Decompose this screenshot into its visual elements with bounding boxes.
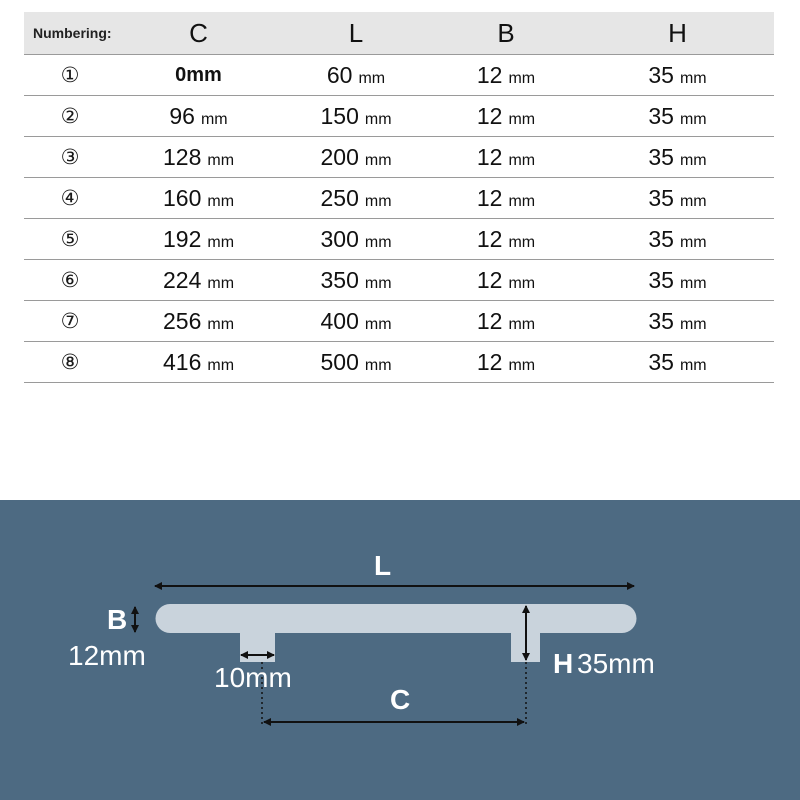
cell-h — [581, 342, 774, 383]
cell-value: 12 — [476, 61, 503, 88]
row-number: ⑤ — [24, 219, 116, 260]
table-header-row — [24, 12, 774, 55]
cell-value: 35 — [648, 225, 674, 252]
row-number: ⑥ — [24, 260, 116, 301]
cell-unit: mm — [364, 192, 392, 210]
cell-l — [281, 219, 431, 260]
table-row — [24, 96, 774, 137]
cell-c — [116, 178, 281, 219]
cell-value: 12 — [476, 348, 503, 375]
cell-h — [581, 96, 774, 137]
cell-value: 35 — [648, 143, 674, 170]
cell-unit: mm — [508, 274, 536, 292]
cell-unit: mm — [207, 151, 235, 169]
table-row — [24, 178, 774, 219]
cell-h — [581, 260, 774, 301]
label-h-value: 35mm — [577, 648, 655, 679]
cell-unit: mm — [679, 192, 707, 210]
table-row — [24, 342, 774, 383]
cell-c — [116, 301, 281, 342]
cell-unit: mm — [679, 356, 707, 374]
label-h: H — [553, 648, 574, 679]
cell-value: 12 — [476, 143, 503, 170]
cell-value: 35 — [648, 102, 674, 129]
cell-l — [281, 260, 431, 301]
cell-unit: mm — [679, 110, 707, 128]
cell-unit: mm — [364, 233, 392, 251]
cell-unit: mm — [207, 315, 235, 333]
cell-unit: mm — [207, 274, 235, 292]
cell-b — [431, 137, 581, 178]
cell-b — [431, 219, 581, 260]
spec-table — [24, 12, 774, 383]
cell-value: 350 — [320, 266, 359, 293]
cell-h — [581, 301, 774, 342]
cell-unit: mm — [364, 356, 392, 374]
cell-c — [116, 342, 281, 383]
cell-b — [431, 96, 581, 137]
cell-h — [581, 137, 774, 178]
cell-unit: mm — [508, 233, 536, 251]
cell-unit: mm — [364, 151, 392, 169]
cell-value: 35 — [648, 61, 674, 88]
cell-l — [281, 55, 431, 96]
cell-unit: mm — [364, 315, 392, 333]
cell-unit: mm — [200, 110, 228, 128]
col-header-l: L — [281, 12, 431, 55]
cell-b — [431, 342, 581, 383]
cell-c — [116, 96, 281, 137]
cell-unit: mm — [679, 233, 707, 251]
cell-value: 128 — [162, 143, 202, 170]
cell-l — [281, 178, 431, 219]
cell-value: 300 — [320, 225, 359, 252]
cell-unit: mm — [364, 274, 392, 292]
cell-l — [281, 301, 431, 342]
col-header-b: B — [431, 12, 581, 55]
cell-value: 160 — [162, 184, 202, 211]
table-row — [24, 55, 774, 96]
cell-value: 35 — [648, 307, 674, 334]
cell-c — [116, 260, 281, 301]
cell-unit: mm — [207, 356, 235, 374]
row-number: ① — [24, 55, 116, 96]
cell-l — [281, 137, 431, 178]
cell-value: 12 — [476, 184, 503, 211]
cell-value: 500 — [320, 348, 359, 375]
row-number: ③ — [24, 137, 116, 178]
cell-value: 60 — [326, 61, 353, 88]
cell-value: 35 — [648, 348, 674, 375]
table-row — [24, 219, 774, 260]
cell-b — [431, 260, 581, 301]
cell-value: 12 — [476, 225, 503, 252]
numbering-header: Numbering: — [24, 12, 116, 55]
cell-value: 12 — [476, 102, 503, 129]
cell-b — [431, 301, 581, 342]
cell-unit: mm — [207, 192, 235, 210]
label-b-value: 12mm — [68, 640, 146, 671]
cell-unit: mm — [508, 356, 536, 374]
cell-unit: mm — [679, 69, 707, 87]
row-number: ④ — [24, 178, 116, 219]
cell-value: 35 — [648, 184, 674, 211]
cell-value: 96 — [169, 102, 195, 129]
cell-b — [431, 178, 581, 219]
cell-h — [581, 219, 774, 260]
row-number: ⑦ — [24, 301, 116, 342]
col-header-c: C — [116, 12, 281, 55]
cell-l — [281, 342, 431, 383]
row-number: ⑧ — [24, 342, 116, 383]
cell-unit: mm — [207, 233, 235, 251]
cell-value: 12 — [476, 266, 503, 293]
table-row — [24, 137, 774, 178]
cell-unit: mm — [508, 315, 536, 333]
cell-value: 192 — [162, 225, 202, 252]
row-number: ② — [24, 96, 116, 137]
table-row — [24, 260, 774, 301]
cell-value: 256 — [162, 307, 202, 334]
label-b: B — [107, 604, 128, 635]
cell-value: 150 — [320, 102, 359, 129]
cell-value: 0mm — [175, 63, 222, 86]
cell-unit: mm — [679, 274, 707, 292]
cell-c — [116, 219, 281, 260]
cell-value: 200 — [320, 143, 359, 170]
cell-value: 250 — [320, 184, 359, 211]
cell-unit: mm — [364, 110, 392, 128]
cell-unit: mm — [508, 69, 536, 87]
cell-b — [431, 55, 581, 96]
label-foot-value: 10mm — [214, 662, 292, 693]
cell-l — [281, 96, 431, 137]
cell-unit: mm — [508, 110, 536, 128]
cell-unit: mm — [508, 192, 536, 210]
cell-h — [581, 178, 774, 219]
cell-value: 400 — [320, 307, 359, 334]
cell-c — [116, 55, 281, 96]
cell-unit: mm — [508, 151, 536, 169]
label-l: L — [374, 550, 392, 581]
cell-unit: mm — [358, 69, 386, 87]
cell-value: 12 — [476, 307, 503, 334]
cell-h — [581, 55, 774, 96]
cell-c — [116, 137, 281, 178]
table-body — [24, 55, 774, 383]
cell-value: 35 — [648, 266, 674, 293]
table-row — [24, 301, 774, 342]
cell-unit: mm — [679, 315, 707, 333]
label-c: C — [390, 684, 411, 715]
col-header-h: H — [581, 12, 774, 55]
cell-value: 224 — [162, 266, 202, 293]
cell-unit: mm — [679, 151, 707, 169]
handle-diagram — [0, 500, 800, 800]
cell-value: 416 — [162, 348, 202, 375]
